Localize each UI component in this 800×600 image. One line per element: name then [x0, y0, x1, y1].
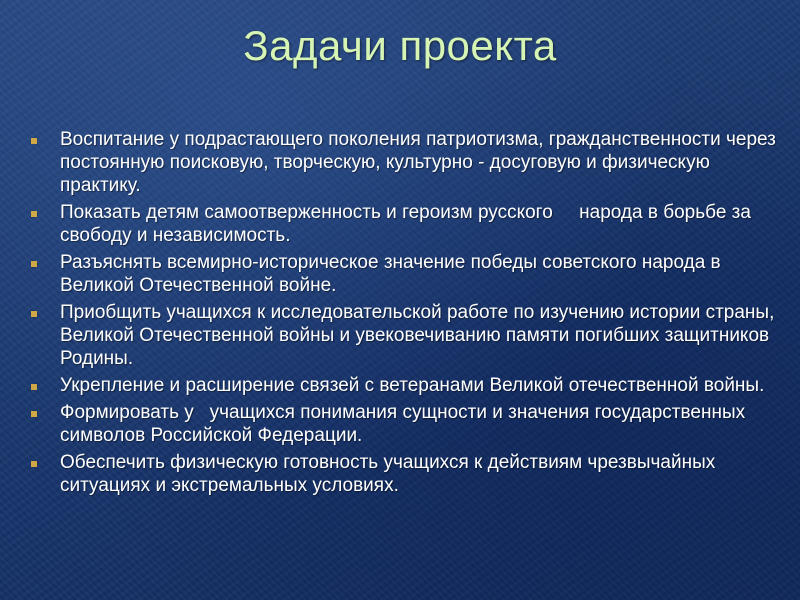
task-list: [30, 128, 780, 501]
list-item: [30, 374, 780, 397]
list-item: [30, 201, 780, 247]
list-item-text: Формировать у учащихся понимания сущности и значения государственных символов Российской Федерации.: [60, 402, 751, 446]
list-item: [30, 451, 780, 497]
list-item: [30, 301, 780, 370]
list-item-text: Воспитание у подрастающего поколения патриотизма, гражданственности через постоянную поисковую, творческую, культурно - досуговую и физическую практику.: [60, 129, 776, 196]
list-item-text: Разъяснять всемирно-историческое значение победы советского народа в Великой Отечественной войне.: [60, 252, 721, 296]
square-bullet-icon: [31, 211, 37, 217]
square-bullet-icon: [31, 261, 37, 267]
square-bullet-icon: [31, 461, 37, 467]
list-item: [30, 401, 780, 447]
square-bullet-icon: [31, 311, 37, 317]
list-item: [30, 251, 780, 297]
list-item-text: Укрепление и расширение связей с ветеранами Великой отечественной войны.: [60, 375, 765, 396]
list-item: [30, 128, 780, 197]
square-bullet-icon: [31, 384, 37, 390]
list-item-text: Показать детям самоотверженность и героизм русского народа в борьбе за свободу и независимость.: [60, 202, 757, 246]
list-item-text: Приобщить учащихся к исследовательской работе по изучению истории страны, Великой Отечественной войны и увековечиванию памяти погибших защитников Родины.: [60, 302, 775, 369]
square-bullet-icon: [31, 138, 37, 144]
list-item-text: Обеспечить физическую готовность учащихся к действиям чрезвычайных ситуациях и экстремальных условиях.: [60, 452, 716, 496]
square-bullet-icon: [31, 411, 37, 417]
slide-title: Задачи проекта: [243, 22, 557, 69]
